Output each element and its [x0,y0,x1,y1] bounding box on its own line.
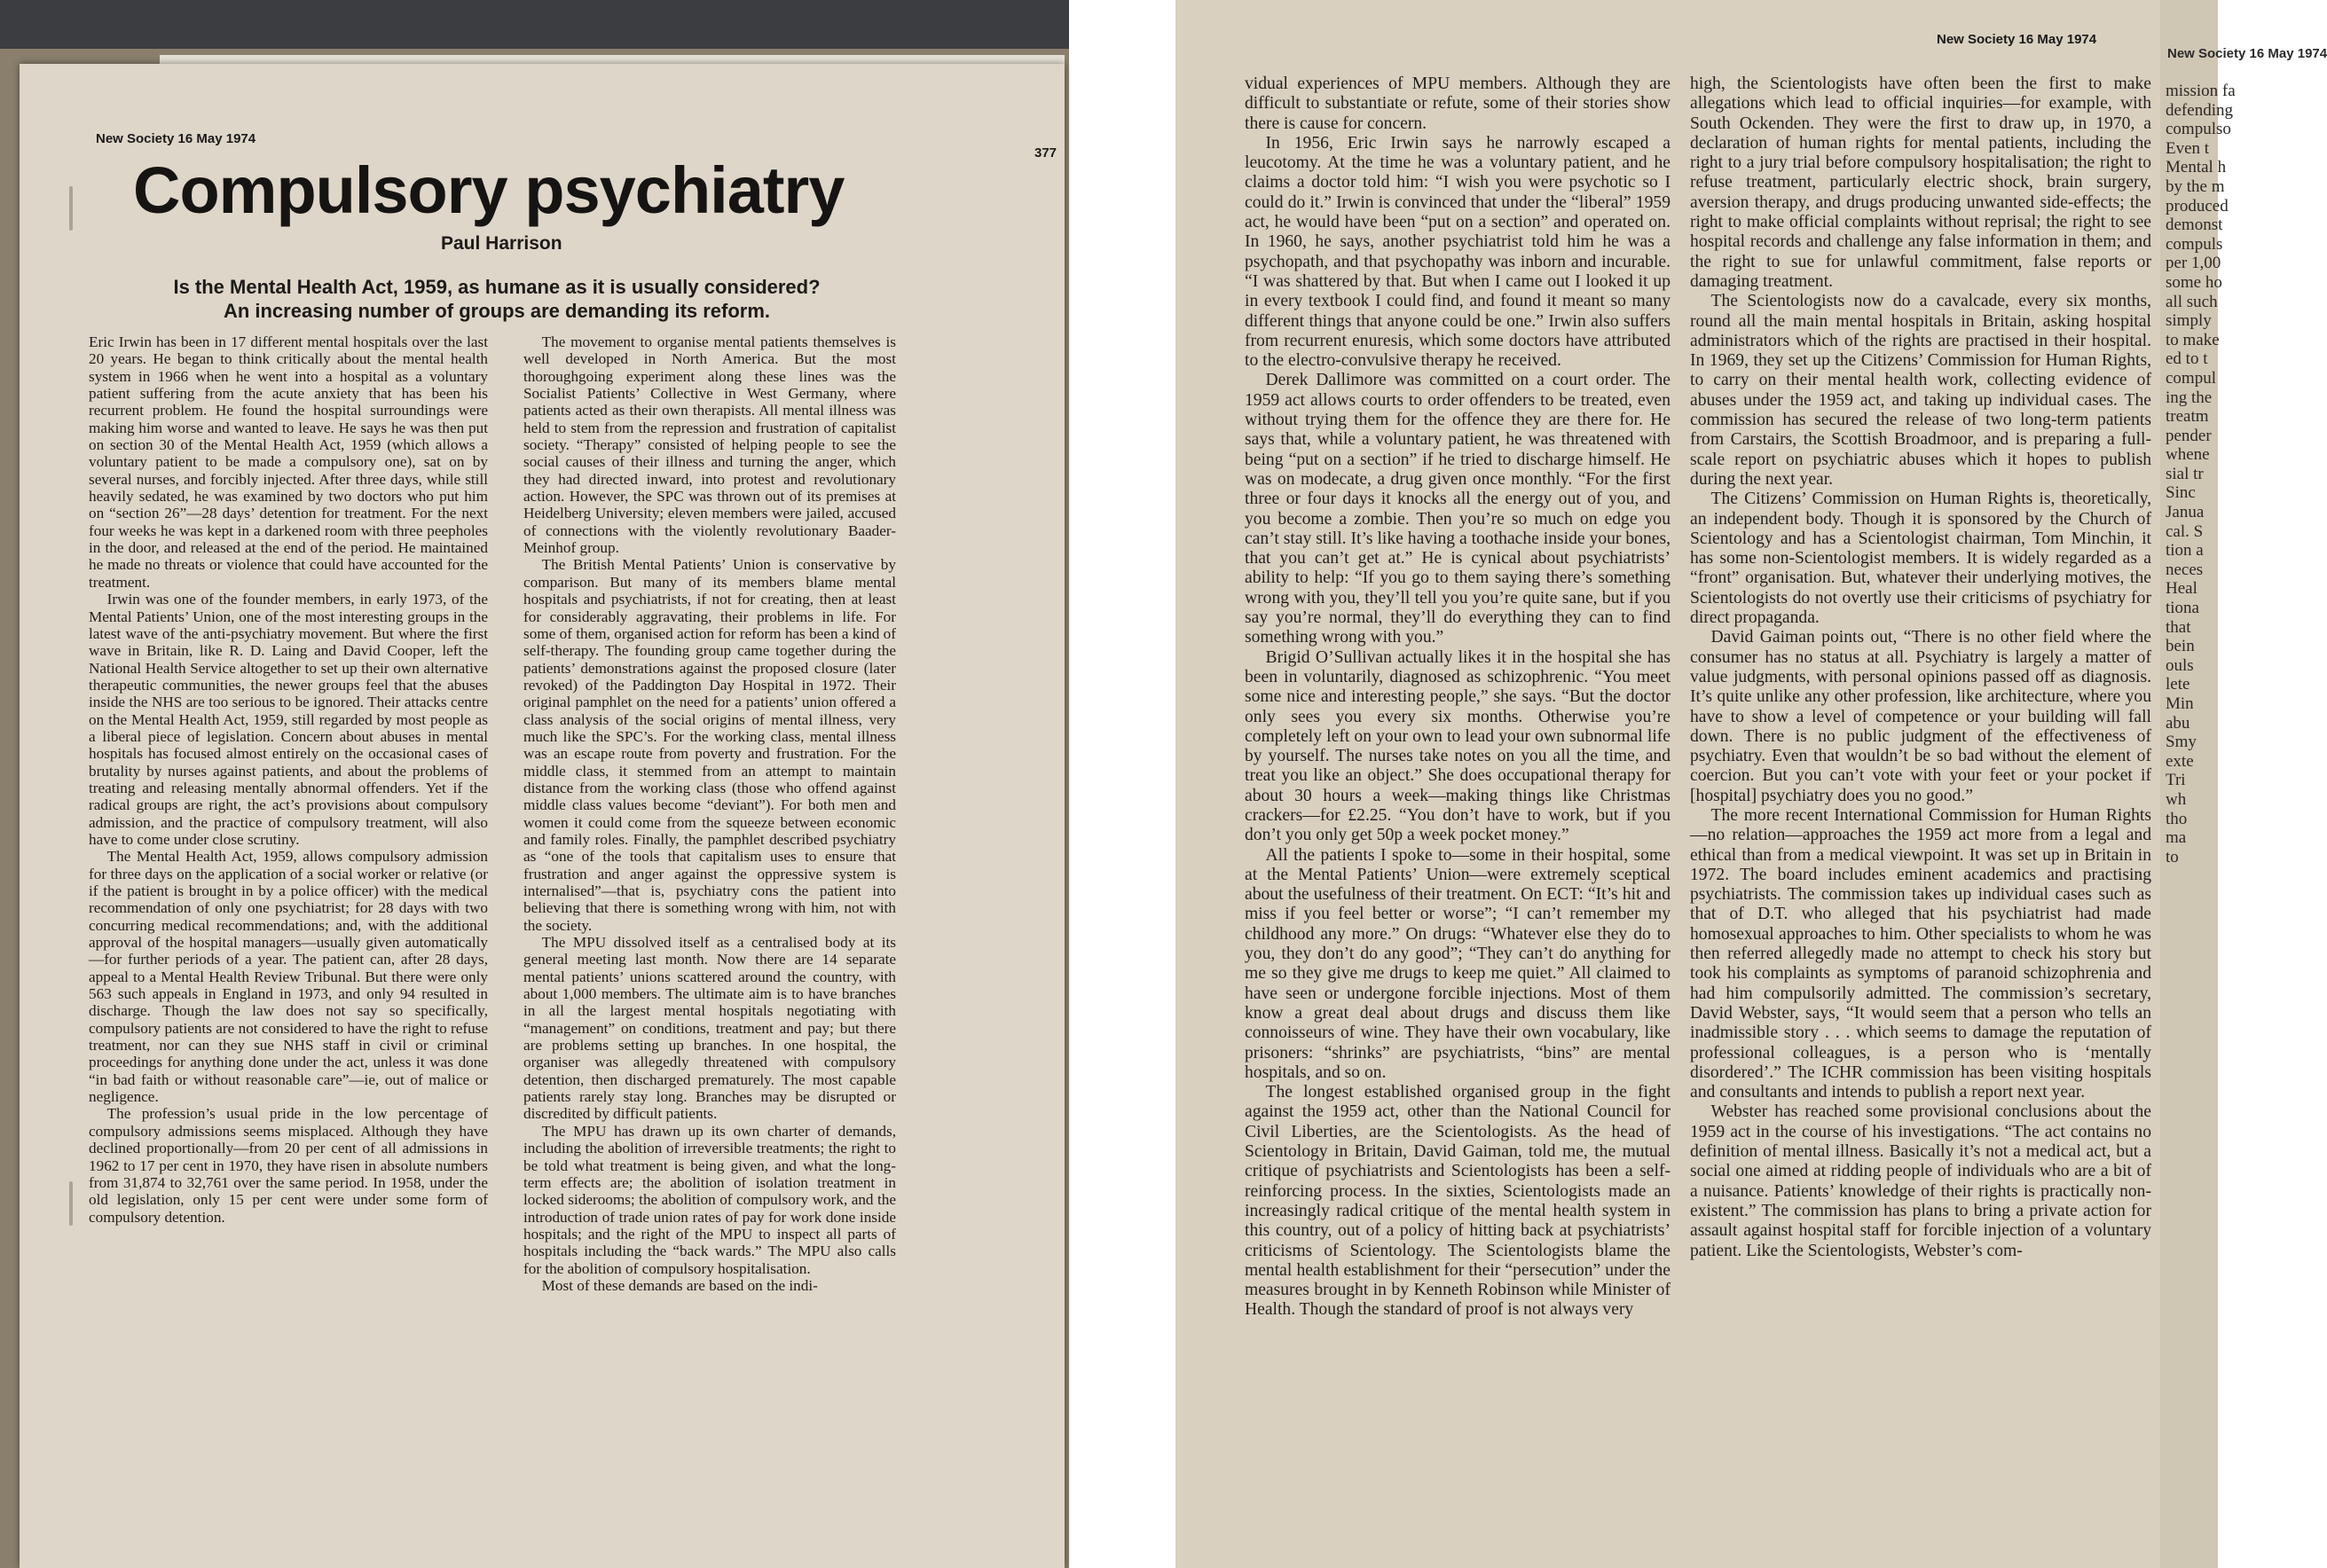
edge-fragment: Heal [2166,579,2197,599]
edge-fragment: ouls [2166,655,2194,675]
paragraph: Webster has reached some provisional conclusions about the 1959 act in the course of his investigations. “The act contains no definition of mental illness. Basically it’s not a medical act, but a social one aimed at ridding people of individuals who are a bit of a nuisance. Patients’ knowledge of their rights is practically non-existent.” The commission has plans to bring a private action for assault against hospital staff for forcible injection of a voluntary patient. Like the Scientologists, Webster’s com- [1690,1102,2151,1260]
edge-fragment: neces [2166,560,2204,579]
staple-bottom [69,1181,73,1226]
edge-fragment: sial tr [2166,464,2204,483]
edge-fragment: to [2166,847,2179,866]
paragraph: Eric Irwin has been in 17 different mental hospitals over the last 20 years. He began to think critically about the mental health system in 1966 when he went into a hospital as a voluntary patient suffering from the acute anxiety that has been his recurrent problem. He found the hospital surroundings were making him worse and wanted to leave. He says he was then put on section 30 of the Mental Health Act, 1959 (which allows a voluntary patient to be made a compulsory one), sat on by several nurses, and forcibly injected. After three days, while still heavily sedated, he was examined by two doctors who put him on “section 26”—28 days’ detention for treatment. For the next four weeks he was kept in a darkened room with three peepholes in the door, and released at the end of the period. He maintained he made no threats or violence that could have accounted for the treatment. [89,333,488,591]
paragraph: The MPU has drawn up its own charter of demands, including the abolition of irreversible treatments; the right to be told what treatment is being given, and what the long-term effects are; the abolition of isolation treatment in locked siderooms; the abolition of compulsory work, and the introduction of trade union rates of pay for work done inside hospitals; and the right of the MPU to inspect all parts of hospitals including the “back wards.” The MPU also calls for the abolition of compulsory hospitalisation. [523,1122,896,1277]
paragraph: The movement to organise mental patients themselves is well developed in North America. But the most thoroughgoing experiment along these lines was the Socialist Patients’ Collective in West Germany, where patients acted as their own therapists. All mental illness was held to stem from the repression and frustration of capitalist society. “Therapy” consisted of helping people to see the social causes of their illness and turning the anger, which they had directed inward, into protest and revolutionary action. However, the SPC was thrown out of its premises at Heidelberg University; eleven members were jailed, accused of connections with the violently revolutionary Baader-Meinhof group. [523,333,896,557]
edge-fragment: simply [2166,311,2212,331]
article-author: Paul Harrison [441,233,562,254]
edge-fragment: wh [2166,789,2187,809]
edge-fragment: Smy [2166,733,2197,752]
edge-fragment: to make [2166,330,2220,349]
paragraph: Brigid O’Sullivan actually likes it in the hospital she has been in voluntarily, diagnosed as schizophrenic. “You meet some nice and interesting people,” she says. “But the doctor only sees you every six months. Otherwise you’re completely left on your own to lead your own subnormal life by yourself. The nurses take notes on you all the time, and treat you like an object.” She does occupational therapy for about 30 hours a week—making things like Christmas crackers—for £2.25. “You don’t have to work, but if you don’t you only get 50p a week pocket money.” [1245,647,1671,845]
edge-fragment: compul [2166,368,2216,388]
paragraph: All the patients I spoke to—some in their hospital, some at the Mental Patients’ Union—were extremely sceptical about the usefulness of their treatment. On ECT: “It’s hit and miss if you feel better or worse”; “I can’t remember my childhood any more.” On drugs: “Whatever else they do to you, they don’t do any good”; “They can’t do anything for me so they give me drugs to keep me quiet.” All claimed to have seen or undergone forcible injections. Most of them know a great deal about drugs and discuss them like connoisseurs of wine. They have their own vocabulary, like prisoners: “shrinks” are psychiatrists, “bins” are mental hospitals, and so on. [1245,845,1671,1082]
right-page-column-1 [1245,74,1671,1321]
paragraph: Derek Dallimore was committed on a court order. The 1959 act allows courts to order offenders to be treated, even without trying them for the offence they are there for. He says that, while a voluntary patient, he was threatened with being “put on a section” if he tried to discharge himself. He was on modecate, a drug given once monthly. “For the first three or four days it knocks all the energy out of you, and you become a zombie. Then you’re so much on edge you can’t stay still. It’s like having a toothache inside your bones, that you can’t get at.” He is cynical about psychiatrists’ ability to help: “If you go to them saying there’s something wrong with you, they’ll tell you you’re quite sane, but if you say you’re normal, they’ll do everything they can to find something wrong with you.” [1245,371,1671,647]
paragraph: high, the Scientologists have often been the first to make allegations which lead to official inquiries—for example, with South Ockenden. They were the first to draw up, in 1970, a declaration of human rights for mental patients, including the right to a jury trial before compulsory hospitalisation; the right to refuse treatment, particularly electric shock, brain surgery, aversion therapy, and drugs producing unwanted side-effects; the right to make official complaints without reprisal; the right to see hospital records and challenge any false information in them; and the right to sue for unlawful commitment, false reports or damaging treatment. [1690,74,2151,291]
edge-fragment: all such [2166,292,2218,311]
paragraph: The MPU dissolved itself as a centralised body at its general meeting last month. Now there are 14 separate mental patients’ unions scattered around the country, with about 1,000 members. The ultimate aim is to have branches in all the largest mental hospitals negotiating with “management” on conditions, treatment and pay; but there are problems setting up branches. In one hospital, the organiser was allegedly threatened with compulsory detention, then discharged prematurely. The most capable patients rarely stay long. Branches may be disrupted or discredited by difficult patients. [523,934,896,1123]
edge-fragment: whene [2166,445,2210,465]
edge-fragment: compulso [2166,120,2231,139]
paragraph: vidual experiences of MPU members. Although they are difficult to substantiate or refute, some of their stories show there is cause for concern. [1245,74,1671,133]
left-page-number: 377 [1034,145,1057,161]
paragraph: In 1956, Eric Irwin says he narrowly escaped a leucotomy. At the time he was a voluntary patient, and he claims a doctor told him: “I wish you were psychotic so I could do it.” Irwin is convinced that under the “liberal” 1959 act, he would have been “put on a section” and operated on. In 1960, he says, another psychiatrist told him he was a psychopath, and that psychopathy was inborn and incurable. “I was shattered by that. But when I came out I looked it up in every textbook I could find, and found it meant so many different things that anyone could be one.” Irwin also suffers from recurrent enuresis, which some doctors have attributed to the electro-convulsive therapy he received. [1245,133,1671,371]
paragraph: The Scientologists now do a cavalcade, every six months, round all the main mental hospitals in Britain, asking hospital administrators which of the rights are practised in their hospital. In 1969, they set up the Citizens’ Commission for Human Rights, to carry on their mental health work, collecting evidence of abuses under the 1959 act, and taking up individual cases. The commission has secured the release of two long-term patients from Carstairs, the Scottish Broadmoor, and is preparing a full-scale report on psychiatric abuses which it hopes to publish during the next year. [1690,292,2151,489]
paragraph: The longest established organised group in the fight against the 1959 act, other than the National Council for Civil Liberties, are the Scientologists. As the head of Scientology in Britain, David Gaiman, told me, the mutual critique of psychiatrists and Scientologists has been a self-reinforcing process. In the sixties, Scientologists made an increasingly radical critique of the mental health system in this country, out of a policy of hitting back at psychiatrists’ criticisms of Scientology. The Scientologists blame the mental health establishment for their “persecution” under the measures brought in by Kenneth Robinson while Minister of Health. Though the standard of proof is not always very [1245,1083,1671,1320]
edge-fragment: ing the [2166,388,2213,407]
standfirst-line-2: An increasing number of groups are demanding its reform. [223,300,771,322]
next-page-edge [2160,0,2327,1568]
edge-fragment: demonst [2166,216,2223,235]
edge-fragment: that [2166,617,2191,637]
right-page-column-2 [1690,74,2151,1261]
edge-fragment: some ho [2166,272,2222,292]
edge-fragment: produced [2166,196,2229,216]
paragraph: The British Mental Patients’ Union is conservative by comparison. But many of its members blame mental hospitals and psychiatrists, if not for creating, then at least for considerably aggravating, their problems in life. For some of them, organised action for reform has been a kind of self-therapy. The founding group came together during the patients’ demonstrations against the proposed closure (later revoked) of the Paddington Day Hospital in 1972. Their original pamphlet on the need for a patients’ union offered a class analysis of the social origins of mental illness, very much like the SPC’s. For the working class, mental illness was an escape route from poverty and frustration. For the middle class, it stemmed from an attempt to maintain distance from the working class (those who offend against middle class values become “deviant”). For both men and women it could come from the squeeze between economic and family roles. Finally, the pamphlet described psychiatry as “one of the tools that capitalism uses to ensure that frustration and anger against the oppressive system is internalised”—that is, psychiatry cons the patient into believing that there is something wrong with him, not with the society. [523,556,896,934]
edge-fragment: by the m [2166,176,2225,196]
edge-fragment: Tri [2166,771,2186,790]
staple-top [69,186,73,231]
left-page-column-2 [523,333,896,1294]
article-title: Compulsory psychiatry [133,153,845,227]
left-page-header: New Society 16 May 1974 [96,131,256,146]
edge-fragment: cal. S [2166,521,2204,541]
left-page-column-1 [89,333,488,1226]
edge-fragment: ma [2166,828,2187,848]
paragraph: Most of these demands are based on the indi- [541,1276,818,1294]
next-page-text-fragments [2166,82,2272,866]
edge-fragment: mission fa [2166,82,2236,100]
edge-fragment: tion a [2166,541,2204,561]
edge-fragment: pender [2166,426,2212,445]
edge-fragment: abu [2166,713,2190,733]
edge-fragment: ed to t [2166,349,2208,369]
paragraph: The more recent International Commission for Human Rights—no relation—approaches the 1959 act more from a legal and ethical than from a medical viewpoint. It was set up in Britain in 1972. The board includes eminent academics and practising psychiatrists. The commission takes up individual cases such as that of D.T. who alleged that his psychiatrist had made homosexual approaches to him. Other specialists to whom he was then referred allegedly made no attempt to check his story but took his complaints as symptoms of paranoid schizophrenia and had him compulsorily admitted. The commission’s secretary, David Webster, says, “It would seem that a person who tells an inadmissible story . . . which seems to damage the reputation of professional colleagues, is a person who is ‘mentally disordered’.” The ICHR commission has been visiting hospitals and consultants and intends to publish a report next year. [1690,805,2151,1102]
edge-fragment: tho [2166,809,2188,828]
paragraph: The Citizens’ Commission on Human Rights is, theoretically, an independent body. Though it is sponsored by the Church of Scientology and has a Scientologist chairman, Tom Minchin, it has some non-Scientologist members. It is widely regarded as a “front” organisation. But, whatever their underlying motives, the Scientologists do not overtly use their criticisms of psychiatry for direct propaganda. [1690,490,2151,628]
paragraph: David Gaiman points out, “There is no other field where the consumer has no status at all. Psychiatry is largely a matter of value judgments, with personal opinions passed off as diagnosis. It’s quite unlike any other profession, like architecture, where you have to show a level of competence or your building will fall down. There is no public judgment of the effectiveness of psychiatry. Even that wouldn’t be so bad without the element of coercion. But you can’t vote with your feet or your pocket if [hospital] psychiatry does you no good.” [1690,628,2151,805]
next-page-header: New Society 16 May 1974 [2167,46,2327,61]
edge-fragment: Sinc [2166,483,2196,503]
edge-fragment: defending [2166,100,2233,120]
paragraph: The Mental Health Act, 1959, allows compulsory admission for three days on the application of a social worker or relative (or if the patient is brought in by a police officer) with the medical recommendation of only one psychiatrist; for 28 days with two concurring medical recommendations; and, with the additional approval of the hospital managers—usually given automatically—for further periods of a year. The patient can, after 28 days, appeal to a Mental Health Review Tribunal. But there were only 563 such appeals in England in 1973, and only 94 resulted in discharge. Though the law does not say so specifically, compulsory patients are not considered to have the right to refuse treatment, nor can they sue NHS staff in civil or criminal proceedings for anything done under the act, unless it was done “in bad faith or without reasonable care”—ie, out of malice or negligence. [89,848,488,1106]
standfirst-line-1: Is the Mental Health Act, 1959, as humane as it is usually considered? [173,276,821,298]
edge-fragment: tiona [2166,599,2199,618]
paragraph: Irwin was one of the founder members, in early 1973, of the Mental Patients’ Union, one of the most interesting groups in the latest wave of the anti-psychiatry movement. But where the first wave in Britain, like R. D. Laing and David Cooper, left the National Health Service altogether to set up their own alternative therapeutic communities, the newer groups feel that the abuses inside the NHS are too serious to be ignored. Their attacks centre on the Mental Health Act, 1959, still regarded by most people as a liberal piece of legislation. Concern about abuses in mental hospitals has focused almost entirely on the occasional cases of brutality by nurses against patients, and about the problems of treating and releasing mentally abnormal offenders. Yet if the radical groups are right, the act’s provisions about compulsory admission, and the practice of compulsory treatment, will also have to come under close scrutiny. [89,591,488,848]
edge-fragment: bein [2166,637,2195,656]
edge-fragment: per 1,00 [2166,254,2221,273]
edge-fragment: Min [2166,694,2194,713]
edge-fragment: Even t [2166,138,2210,158]
paragraph: The profession’s usual pride in the low percentage of compulsory admissions seems misplaced. Although they have declined proportionally—from 20 per cent of all admissions in 1962 to 17 per cent in 1970, they have risen in absolute numbers from 31,874 to 32,761 over the same period. In 1958, under the old legislation, only 15 per cent were under some form of compulsory detention. [89,1105,488,1226]
edge-fragment: lete [2166,675,2190,694]
edge-fragment: exte [2166,751,2194,771]
edge-fragment: Mental h [2166,158,2227,177]
edge-fragment: compuls [2166,234,2223,254]
right-page-header: New Society 16 May 1974 [1937,32,2097,47]
edge-fragment: treatm [2166,407,2209,427]
article-standfirst [124,275,869,323]
edge-fragment: Janua [2166,503,2205,522]
